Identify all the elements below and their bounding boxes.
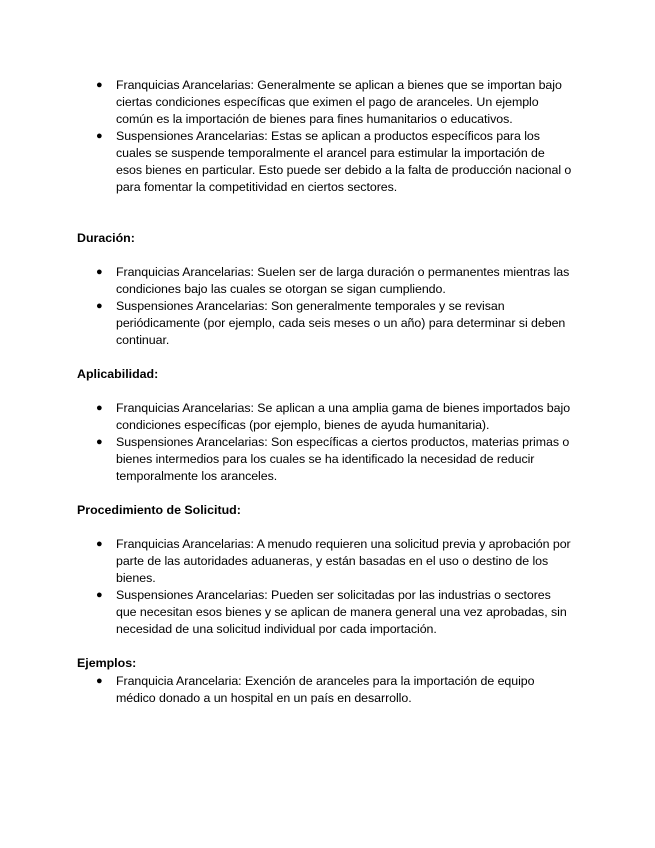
procedimiento-bullet-list (0, 536, 572, 638)
list-item (0, 128, 572, 196)
list-item-text: Franquicias Arancelarias: Suelen ser de larga duración o permanentes mientras las condiciones bajo las cuales se otorgan se sigan cumpliendo. (116, 265, 570, 296)
bullet-icon: ● (96, 589, 103, 601)
ejemplos-bullet-list (0, 673, 572, 707)
section-heading-ejemplos: Ejemplos: (77, 656, 137, 670)
list-item-text: Franquicias Arancelarias: Se aplican a una amplia gama de bienes importados bajo condiciones específicas (por ejemplo, bienes de ayuda humanitaria). (116, 401, 571, 432)
section-heading-procedimiento: Procedimiento de Solicitud: (77, 503, 241, 517)
section-heading-duracion: Duración: (77, 231, 135, 245)
list-item (0, 536, 572, 587)
bullet-icon: ● (96, 266, 103, 278)
bullet-icon: ● (96, 402, 103, 414)
list-item (0, 434, 572, 485)
list-item-text: Franquicia Arancelaria: Exención de aranceles para la importación de equipo médico donado a un hospital en un país en desarrollo. (116, 674, 535, 705)
section-heading-aplicabilidad: Aplicabilidad: (77, 367, 159, 381)
list-item (0, 298, 572, 349)
list-item-text: Franquicias Arancelarias: Generalmente se aplican a bienes que se importan bajo ciertas condiciones específicas que eximen el pago de aranceles. Un ejemplo común es la importación de bienes para fines humanitarios o educativos. (116, 78, 562, 126)
bullet-icon: ● (96, 538, 103, 550)
list-item-text: Suspensiones Arancelarias: Estas se aplican a productos específicos para los cuales se suspende temporalmente el arancel para estimular la importación de esos bienes en particular. Esto puede ser debido a la falta de producción nacional o para fomentar la competitividad en ciertos sectores. (116, 129, 572, 194)
bullet-icon: ● (96, 675, 103, 687)
intro-bullet-list (0, 77, 572, 196)
duracion-bullet-list (0, 264, 572, 349)
list-item (0, 77, 572, 128)
list-item-text: Franquicias Arancelarias: A menudo requieren una solicitud previa y aprobación por parte de las autoridades aduaneras, y están basadas en el uso o destino de los bienes. (116, 537, 571, 585)
list-item (0, 673, 572, 707)
list-item (0, 400, 572, 434)
list-item-text: Suspensiones Arancelarias: Son específicas a ciertos productos, materias primas o bienes intermedios para los cuales se ha identificado la necesidad de reducir temporalmente los aranceles. (116, 435, 570, 483)
bullet-icon: ● (96, 79, 103, 91)
list-item (0, 264, 572, 298)
aplicabilidad-bullet-list (0, 400, 572, 485)
list-item-text: Suspensiones Arancelarias: Son generalmente temporales y se revisan periódicamente (por ejemplo, cada seis meses o un año) para determinar si deben continuar. (116, 299, 566, 347)
list-item-text: Suspensiones Arancelarias: Pueden ser solicitadas por las industrias o sectores que necesitan esos bienes y se aplican de manera general una vez aprobadas, sin necesidad de una solicitud individual por cada importación. (116, 588, 567, 636)
bullet-icon: ● (96, 300, 103, 312)
bullet-icon: ● (96, 436, 103, 448)
bullet-icon: ● (96, 130, 103, 142)
list-item (0, 587, 572, 638)
